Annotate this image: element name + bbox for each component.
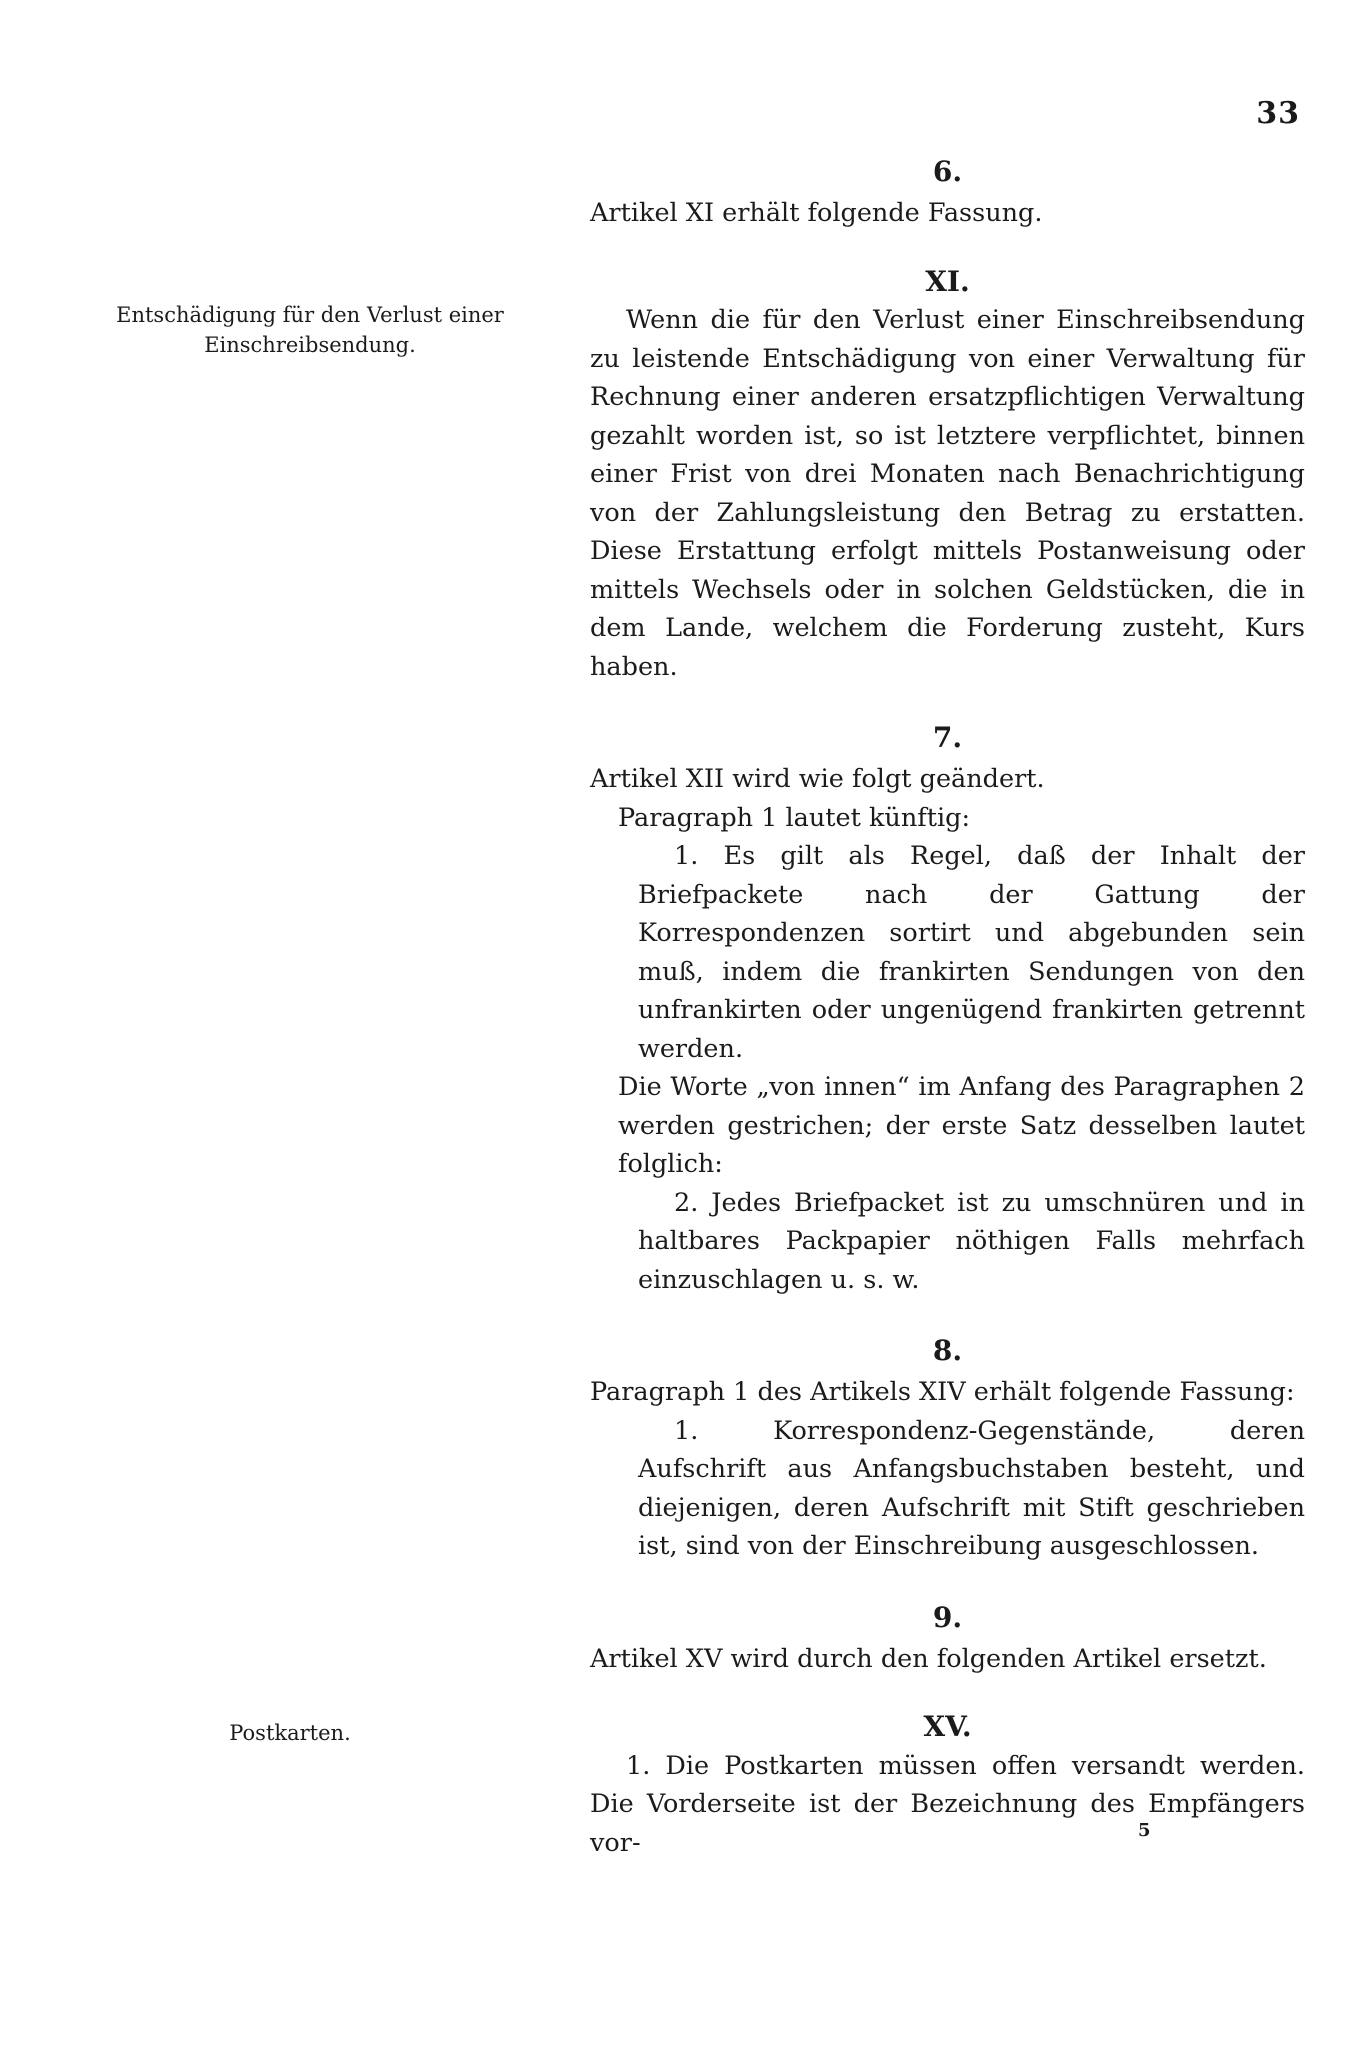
section-9-intro: Artikel XV wird durch den folgenden Artikel ersetzt. [590,1643,1267,1674]
section-7-intro: Artikel XII wird wie folgt geändert. [590,764,1045,794]
page-number: 33 [1256,96,1300,131]
section-7-item-2: 2. Jedes Briefpacket ist zu umschnüren und in haltbares Packpapier nöthigen Falls mehrfach einzuschlagen u. s. w. [638,1187,1305,1295]
article-heading-xi: XI. [925,264,970,298]
section-number-9: 9. [932,1600,963,1634]
section-6-intro: Artikel XI erhält folgende Fassung. [590,198,1043,228]
section-7-paragraph-2-note: Die Worte „von innen“ im Anfang des Paragraphen 2 werden gestrichen; der erste Satz desselben lautet folglich: [618,1072,1305,1179]
main-text-column [590,150,1305,1862]
article-heading-xv: XV. [923,1710,972,1743]
section-number-7: 7. [932,721,963,754]
article-xv-item-1: 1. Die Postkarten müssen offen versandt werden. Die Vorderseite ist der Bezeichnung des Empfängers vor- [590,1750,1305,1858]
section-7-paragraph-1-note: Paragraph 1 lautet künftig: [618,802,971,833]
signature-mark: 5 [1138,1820,1151,1841]
section-8-intro: Paragraph 1 des Artikels XIV erhält folgende Fassung: [590,1377,1295,1407]
margin-note-postcards: Postkarten. [229,1721,351,1745]
section-8-item-1: 1. Korrespondenz-Gegenstände, deren Aufschrift aus Anfangsbuchstaben besteht, und diejenigen, deren Aufschrift mit Stift geschrieben ist, sind von der Einschreibung ausgeschlossen. [638,1415,1305,1561]
section-number-8: 8. [932,1334,963,1367]
margin-note-compensation: Entschädigung für den Verlust einer Einschreibsendung. [116,303,504,357]
section-7-item-1: 1. Es gilt als Regel, daß der Inhalt der Briefpackete nach der Gattung der Korrespondenzen sortirt und abgebunden sein muß, indem die frankirten Sendungen von den unfrankirten oder ungenügend frankirten getrennt werden. [638,841,1305,1064]
article-xi-text: Wenn die für den Verlust einer Einschreibsendung zu leistende Entschädigung von einer Verwaltung für Rechnung einer anderen ersatzpflichtigen Verwaltung gezahlt worden ist, so ist letztere verpflichtet, binnen einer Frist von drei Monaten nach Benachrichtigung von der Zahlungsleistung den Betrag zu erstatten. Diese Erstattung erfolgt mittels Postanweisung oder mittels Wechsels oder in solchen Geldstücken, die in dem Lande, welchem die Forderung zusteht, Kurs haben. [590,305,1305,682]
section-number-6: 6. [932,155,963,188]
